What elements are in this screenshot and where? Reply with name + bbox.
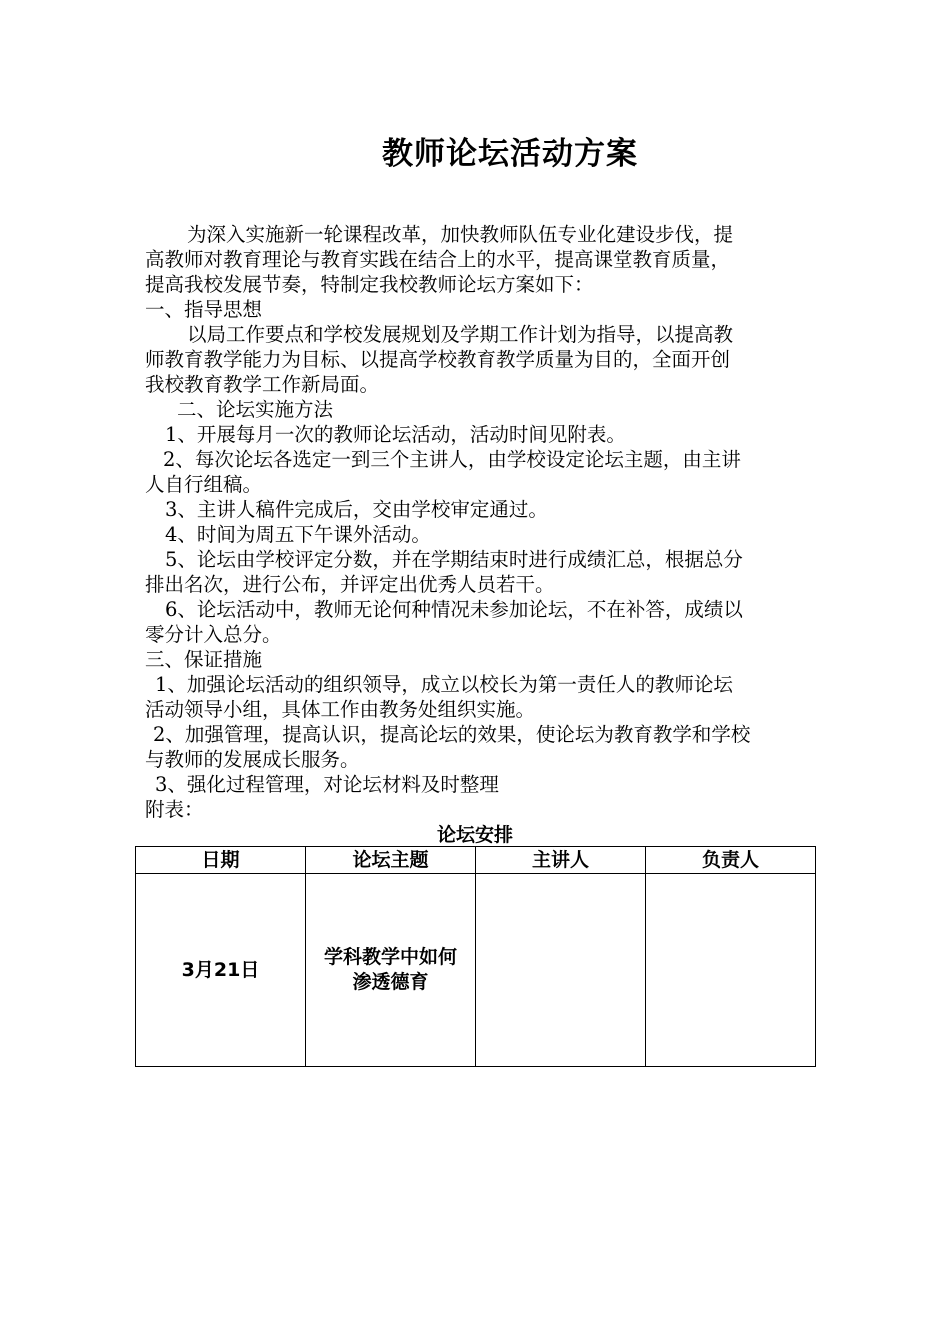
table-caption: 论坛安排 [436,824,513,846]
intro-line-2: 高教师对教育理论与教育实践在结合上的水平，提高课堂教育质量， [145,248,731,271]
method-item-5-line-2: 排出名次，进行公布，并评定出优秀人员若干。 [145,573,555,596]
table-row [136,874,816,1067]
cell-date: 3月21日 [136,874,306,1067]
guiding-line-2: 师教育教学能力为目标、以提高学校教育教学质量为目的，全面开创 [145,348,731,371]
guarantee-item-1-line-1: 1、加强论坛活动的组织领导，成立以校长为第一责任人的教师论坛 [155,673,733,696]
cell-topic: 学科教学中如何渗透德育 [306,874,476,1067]
intro-line-1: 为深入实施新一轮课程改革，加快教师队伍专业化建设步伐，提 [187,223,734,246]
guarantee-item-2-line-2: 与教师的发展成长服务。 [145,748,360,771]
guarantee-item-1-line-2: 活动领导小组，具体工作由教务处组织实施。 [145,698,536,721]
guiding-line-1: 以局工作要点和学校发展规划及学期工作计划为指导，以提高教 [187,323,734,346]
method-item-4: 4、时间为周五下午课外活动。 [165,523,431,546]
method-item-6-line-1: 6、论坛活动中，教师无论何种情况未参加论坛，不在补答，成绩以 [165,598,743,621]
method-item-6-line-2: 零分计入总分。 [145,623,282,646]
method-item-2-line-2: 人自行组稿。 [145,473,263,496]
section-heading-guiding-thought: 一、指导思想 [145,298,263,321]
section-heading-implementation: 二、论坛实施方法 [177,398,334,421]
header-owner: 负责人 [646,847,816,874]
cell-owner [646,874,816,1067]
header-topic: 论坛主题 [306,847,476,874]
document-title: 教师论坛活动方案 [382,136,638,172]
section-heading-guarantee: 三、保证措施 [145,648,263,671]
method-item-5-line-1: 5、论坛由学校评定分数，并在学期结束时进行成绩汇总，根据总分 [165,548,743,571]
schedule-table [135,846,816,1067]
method-item-1: 1、开展每月一次的教师论坛活动，活动时间见附表。 [165,423,626,446]
table-header-row [136,847,816,874]
header-speaker: 主讲人 [476,847,646,874]
cell-speaker [476,874,646,1067]
method-item-2-line-1: 2、每次论坛各选定一到三个主讲人，由学校设定论坛主题，由主讲 [163,448,741,471]
header-date: 日期 [136,847,306,874]
appendix-label: 附表： [145,798,204,821]
intro-line-3: 提高我校发展节奏，特制定我校教师论坛方案如下： [145,273,594,296]
guarantee-item-3: 3、强化过程管理，对论坛材料及时整理 [155,773,499,796]
guarantee-item-2-line-1: 2、加强管理，提高认识，提高论坛的效果，使论坛为教育教学和学校 [153,723,751,746]
document-body [145,222,810,822]
method-item-3: 3、主讲人稿件完成后，交由学校审定通过。 [165,498,548,521]
guiding-line-3: 我校教育教学工作新局面。 [145,373,380,396]
